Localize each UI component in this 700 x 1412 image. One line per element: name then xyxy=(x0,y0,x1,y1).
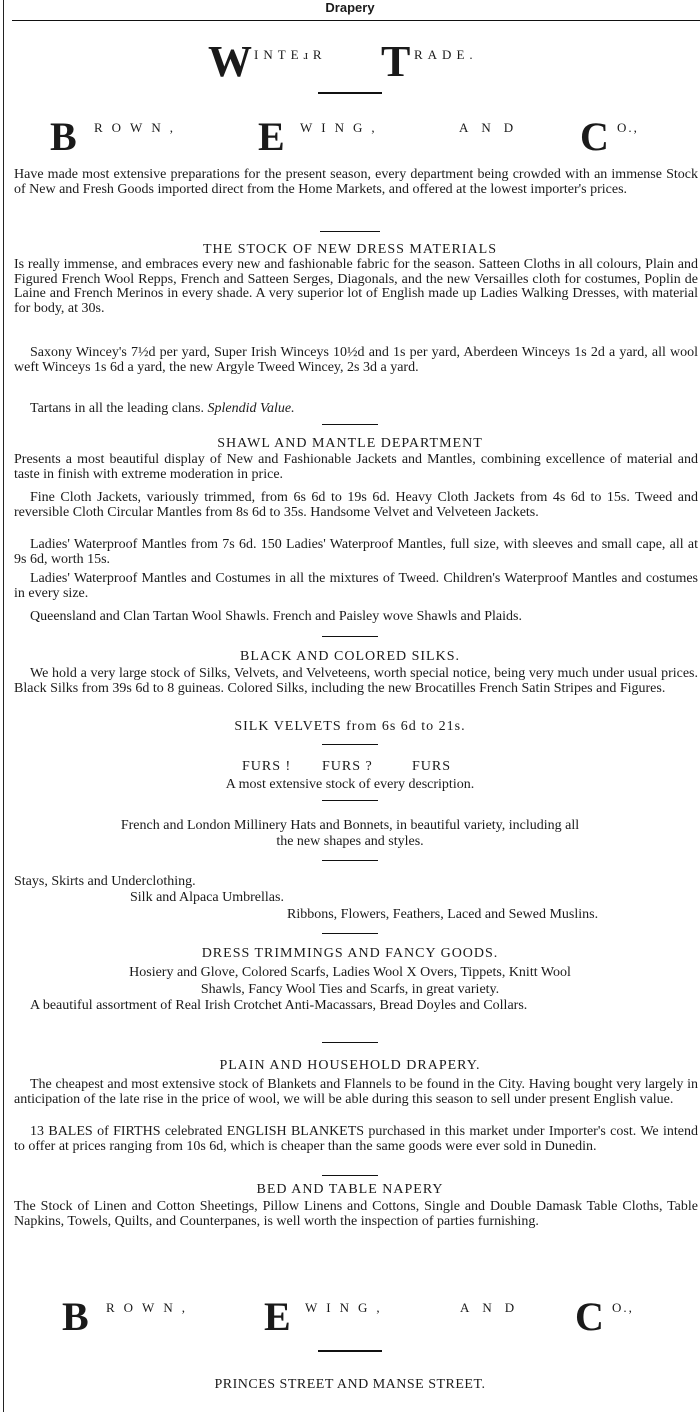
firm-co-initial: C xyxy=(575,1294,604,1339)
firm-brown-initial: B xyxy=(50,114,77,159)
shawl-paragraph-3: Ladies' Waterproof Mantles from 7s 6d. 150 Ladies' Waterproof Mantles, full size, with sleeves and small cape, all at 9s 6d, worth 15s. xyxy=(14,537,698,567)
silk-velvets-line: SILK VELVETS from 6s 6d to 21s. xyxy=(234,719,466,734)
divider xyxy=(318,92,382,94)
intro-paragraph: Have made most extensive preparations for the present season, every department being crowded with an immense Stock of New and Fresh Goods imported direct from the Home Markets, and offered at the lowest importer's prices. xyxy=(14,167,698,197)
plain-paragraph-1: The cheapest and most extensive stock of Blankets and Flannels to be found in the City. Having bought very largely in anticipation of the late rise in the price of wool, we will be able during this season to sell under present English value. xyxy=(14,1077,698,1107)
umbrellas-line: Silk and Alpaca Umbrellas. xyxy=(130,890,284,905)
furs-1: FURS ! xyxy=(242,759,292,774)
divider xyxy=(322,800,378,801)
silks-paragraph: We hold a very large stock of Silks, Velvets, and Velveteens, worth special notice, being very much under usual prices. Black Silks from 39s 6d to 8 guineas. Colored Silks, including the new Brocatilles French Satin Stripes and Figures. xyxy=(14,666,698,696)
shawl-paragraph-2: Fine Cloth Jackets, variously trimmed, from 6s 6d to 19s 6d. Heavy Cloth Jackets from 4s 6d to 15s. Tweed and reversible Cloth Circular Mantles from 8s 6d to 35s. Handsome Velvet and Velveteen Jackets. xyxy=(14,490,698,520)
dress-materials-heading: THE STOCK OF NEW DRESS MATERIALS xyxy=(202,242,497,257)
dress-paragraph-1: Is really immense, and embraces every new and fashionable fabric for the season. Satteen Cloths in all colours, Plain and Figured French Wool Repps, French and Satteen Serges, Diagonals, and the new Versailles cloth for costumes, Poplin de Laine and French Merinos in every shade. A very superior lot of English made up Ladies Walking Dresses, with material for body, at 30s. xyxy=(14,257,698,316)
trimmings-line-1: Hosiery and Glove, Colored Scarfs, Ladies Wool X Overs, Tippets, Knitt Wool xyxy=(129,965,571,980)
firm-ewing-initial: E xyxy=(264,1294,291,1339)
divider xyxy=(322,1042,378,1043)
plain-paragraph-2: 13 BALES of FIRTHS celebrated ENGLISH BLANKETS purchased in this market under Importer's cost. We intend to offer at prices ranging from 10s 6d, which is cheaper than the same goods were ever sold in Dunedin. xyxy=(14,1124,698,1154)
splendid-value-text: Splendid Value. xyxy=(207,401,295,416)
divider xyxy=(322,636,378,637)
napery-heading: BED AND TABLE NAPERY xyxy=(256,1182,444,1197)
firm-co-rest: O., xyxy=(612,1300,634,1315)
ribbons-line: Ribbons, Flowers, Feathers, Laced and Sewed Muslins. xyxy=(287,907,599,922)
silks-heading: BLACK AND COLORED SILKS. xyxy=(239,649,460,664)
divider xyxy=(322,744,378,745)
firm-brown-initial: B xyxy=(62,1294,89,1339)
shawl-paragraph-5: Queensland and Clan Tartan Wool Shawls. French and Paisley wove Shawls and Plaids. xyxy=(30,609,522,624)
firm-ewing-initial: E xyxy=(258,114,285,159)
divider xyxy=(318,1350,382,1352)
dress-paragraph-3 xyxy=(30,401,295,416)
stays-line: Stays, Skirts and Underclothing. xyxy=(14,874,196,889)
left-border-rule xyxy=(3,0,4,1412)
trimmings-heading: DRESS TRIMMINGS AND FANCY GOODS. xyxy=(201,946,499,961)
divider xyxy=(320,231,380,232)
dress-paragraph-2: Saxony Wincey's 7½d per yard, Super Irish Winceys 10½d and 1s per yard, Aberdeen Winceys 1s 2d a yard, all wool weft Winceys 1s 6d a yard, the new Argyle Tweed Wincey, 2s 3d a yard. xyxy=(14,345,698,375)
shawl-paragraph-1: Presents a most beautiful display of New and Fashionable Jackets and Mantles, combining excellence of material and taste in finish with extreme moderation in price. xyxy=(14,452,698,482)
trimmings-paragraph: A beautiful assortment of Real Irish Crotchet Anti-Macassars, Bread Doyles and Collars. xyxy=(30,998,528,1013)
divider xyxy=(322,1175,378,1176)
firm-brown-rest: ROWN, xyxy=(94,120,182,135)
furs-2: FURS ? xyxy=(322,759,373,774)
address-footer: PRINCES STREET AND MANSE STREET. xyxy=(214,1377,486,1392)
firm-and: AND xyxy=(460,1300,528,1315)
trade-rest: RADE. xyxy=(414,47,478,62)
section-label: Drapery xyxy=(325,0,375,15)
divider xyxy=(322,933,378,934)
napery-paragraph: The Stock of Linen and Cotton Sheetings, Pillow Linens and Cottons, Single and Double Damask Table Cloths, Table Napkins, Towels, Quilts, and Counterpanes, is well worth the inspection of parties furnishing. xyxy=(14,1199,698,1229)
firm-co-initial: C xyxy=(580,114,609,159)
shawl-paragraph-4: Ladies' Waterproof Mantles and Costumes in all the mixtures of Tweed. Children's Waterproof Mantles and costumes in every size. xyxy=(14,571,698,601)
firm-brown-rest: ROWN, xyxy=(106,1300,194,1315)
top-rule xyxy=(12,20,700,21)
divider xyxy=(322,860,378,861)
firm-co-rest: O., xyxy=(617,120,639,135)
shawl-heading: SHAWL AND MANTLE DEPARTMENT xyxy=(217,436,483,451)
millinery-line-2: the new shapes and styles. xyxy=(276,834,424,849)
firm-ewing-rest: WING, xyxy=(300,120,384,135)
winter-rest: INTEɹR xyxy=(254,47,327,62)
firm-and: AND xyxy=(459,120,527,135)
tartans-text: Tartans in all the leading clans. xyxy=(30,401,204,416)
winter-initial: W xyxy=(208,37,252,86)
furs-description: A most extensive stock of every description. xyxy=(225,777,475,792)
firm-ewing-rest: WING, xyxy=(305,1300,389,1315)
divider xyxy=(322,424,378,425)
millinery-line-1: French and London Millinery Hats and Bonnets, in beautiful variety, including all xyxy=(120,818,580,833)
furs-3: FURS xyxy=(412,759,452,774)
trade-initial: T xyxy=(381,37,411,86)
trimmings-line-2: Shawls, Fancy Wool Ties and Scarfs, in great variety. xyxy=(200,982,500,997)
plain-drapery-heading: PLAIN AND HOUSEHOLD DRAPERY. xyxy=(219,1058,481,1073)
